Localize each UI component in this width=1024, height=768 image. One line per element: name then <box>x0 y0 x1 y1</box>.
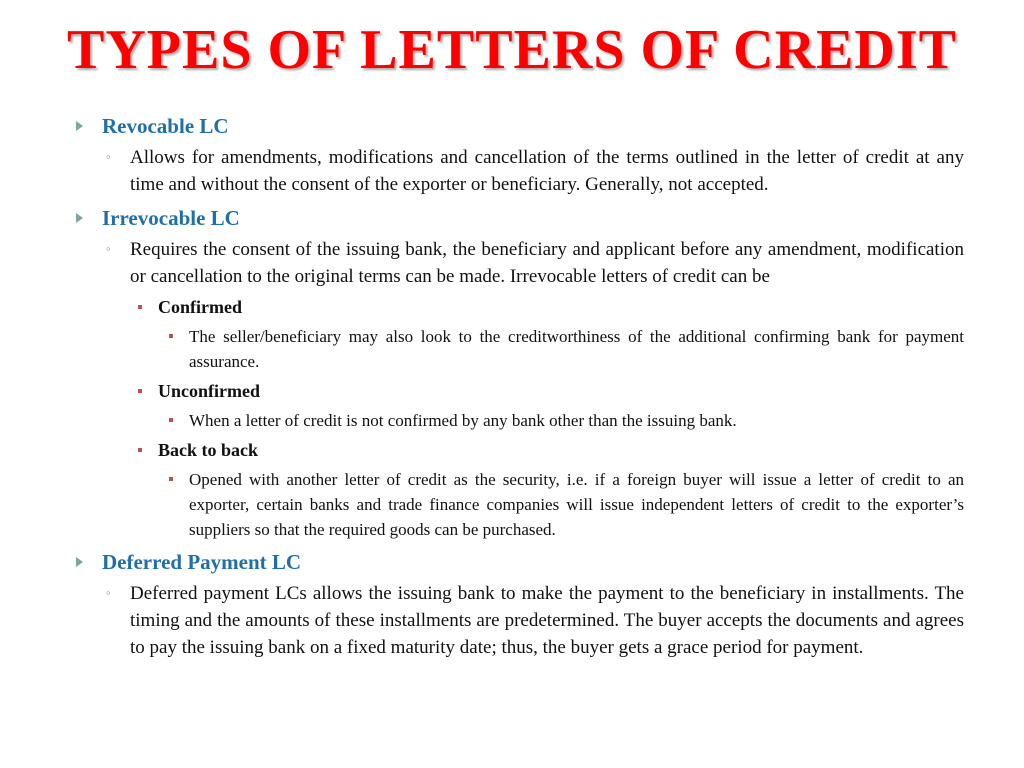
subitem-heading: Back to back <box>158 440 259 460</box>
section-irrevocable <box>72 204 964 232</box>
section-deferred-payment <box>72 548 964 576</box>
circle-bullet-icon: ◦ <box>106 149 111 164</box>
subitem-text: The seller/beneficiary may also look to the creditworthiness of the additional confirming bank for payment assurance. <box>189 327 964 371</box>
section-heading: Irrevocable LC <box>102 206 240 230</box>
triangle-arrow-icon <box>76 213 83 223</box>
subitem-heading: Unconfirmed <box>158 381 260 401</box>
triangle-arrow-icon <box>76 557 83 567</box>
section-heading: Revocable LC <box>102 114 229 138</box>
square-bullet-icon <box>169 418 173 422</box>
triangle-arrow-icon <box>76 121 83 131</box>
circle-bullet-icon: ◦ <box>106 585 111 600</box>
square-bullet-icon <box>138 448 142 452</box>
section-revocable <box>72 112 964 140</box>
section-description <box>72 144 964 198</box>
section-description <box>72 580 964 661</box>
section-text: Allows for amendments, modifications and cancellation of the terms outlined in the letter of credit at any time and without the consent of the exporter or beneficiary. Generally, not accepted. <box>130 147 964 195</box>
square-bullet-icon <box>138 389 142 393</box>
slide-title: TYPES OF LETTERS OF CREDIT <box>66 19 958 81</box>
subitem-heading: Confirmed <box>158 297 242 317</box>
square-bullet-icon <box>169 477 173 481</box>
subitem-text: Opened with another letter of credit as the security, i.e. if a foreign buyer will issue a letter of credit to an exporter, certain banks and trade finance companies will issue independent letters of credit to the exporter’s suppliers so that the required goods can be purchased. <box>189 470 964 539</box>
square-bullet-icon <box>138 305 142 309</box>
subitem-description <box>72 467 964 542</box>
subitem-text: When a letter of credit is not confirmed by any bank other than the issuing bank. <box>189 411 737 430</box>
section-heading: Deferred Payment LC <box>102 550 302 574</box>
subitem-unconfirmed <box>72 378 964 404</box>
section-text: Deferred payment LCs allows the issuing bank to make the payment to the beneficiary in installments. The timing and the amounts of these installments are predetermined. The buyer accepts the documents and agrees to pay the issuing bank on a fixed maturity date; thus, the buyer gets a grace period for payment. <box>130 583 964 658</box>
section-text: Requires the consent of the issuing bank, the beneficiary and applicant before any amendment, modification or cancellation to the original terms can be made. Irrevocable letters of credit can be <box>130 239 964 287</box>
section-description <box>72 236 964 290</box>
square-bullet-icon <box>169 334 173 338</box>
slide-content <box>72 112 964 661</box>
circle-bullet-icon: ◦ <box>106 241 111 256</box>
subitem-description <box>72 324 964 374</box>
subitem-confirmed <box>72 294 964 320</box>
subitem-back-to-back <box>72 437 964 463</box>
subitem-description <box>72 408 964 433</box>
